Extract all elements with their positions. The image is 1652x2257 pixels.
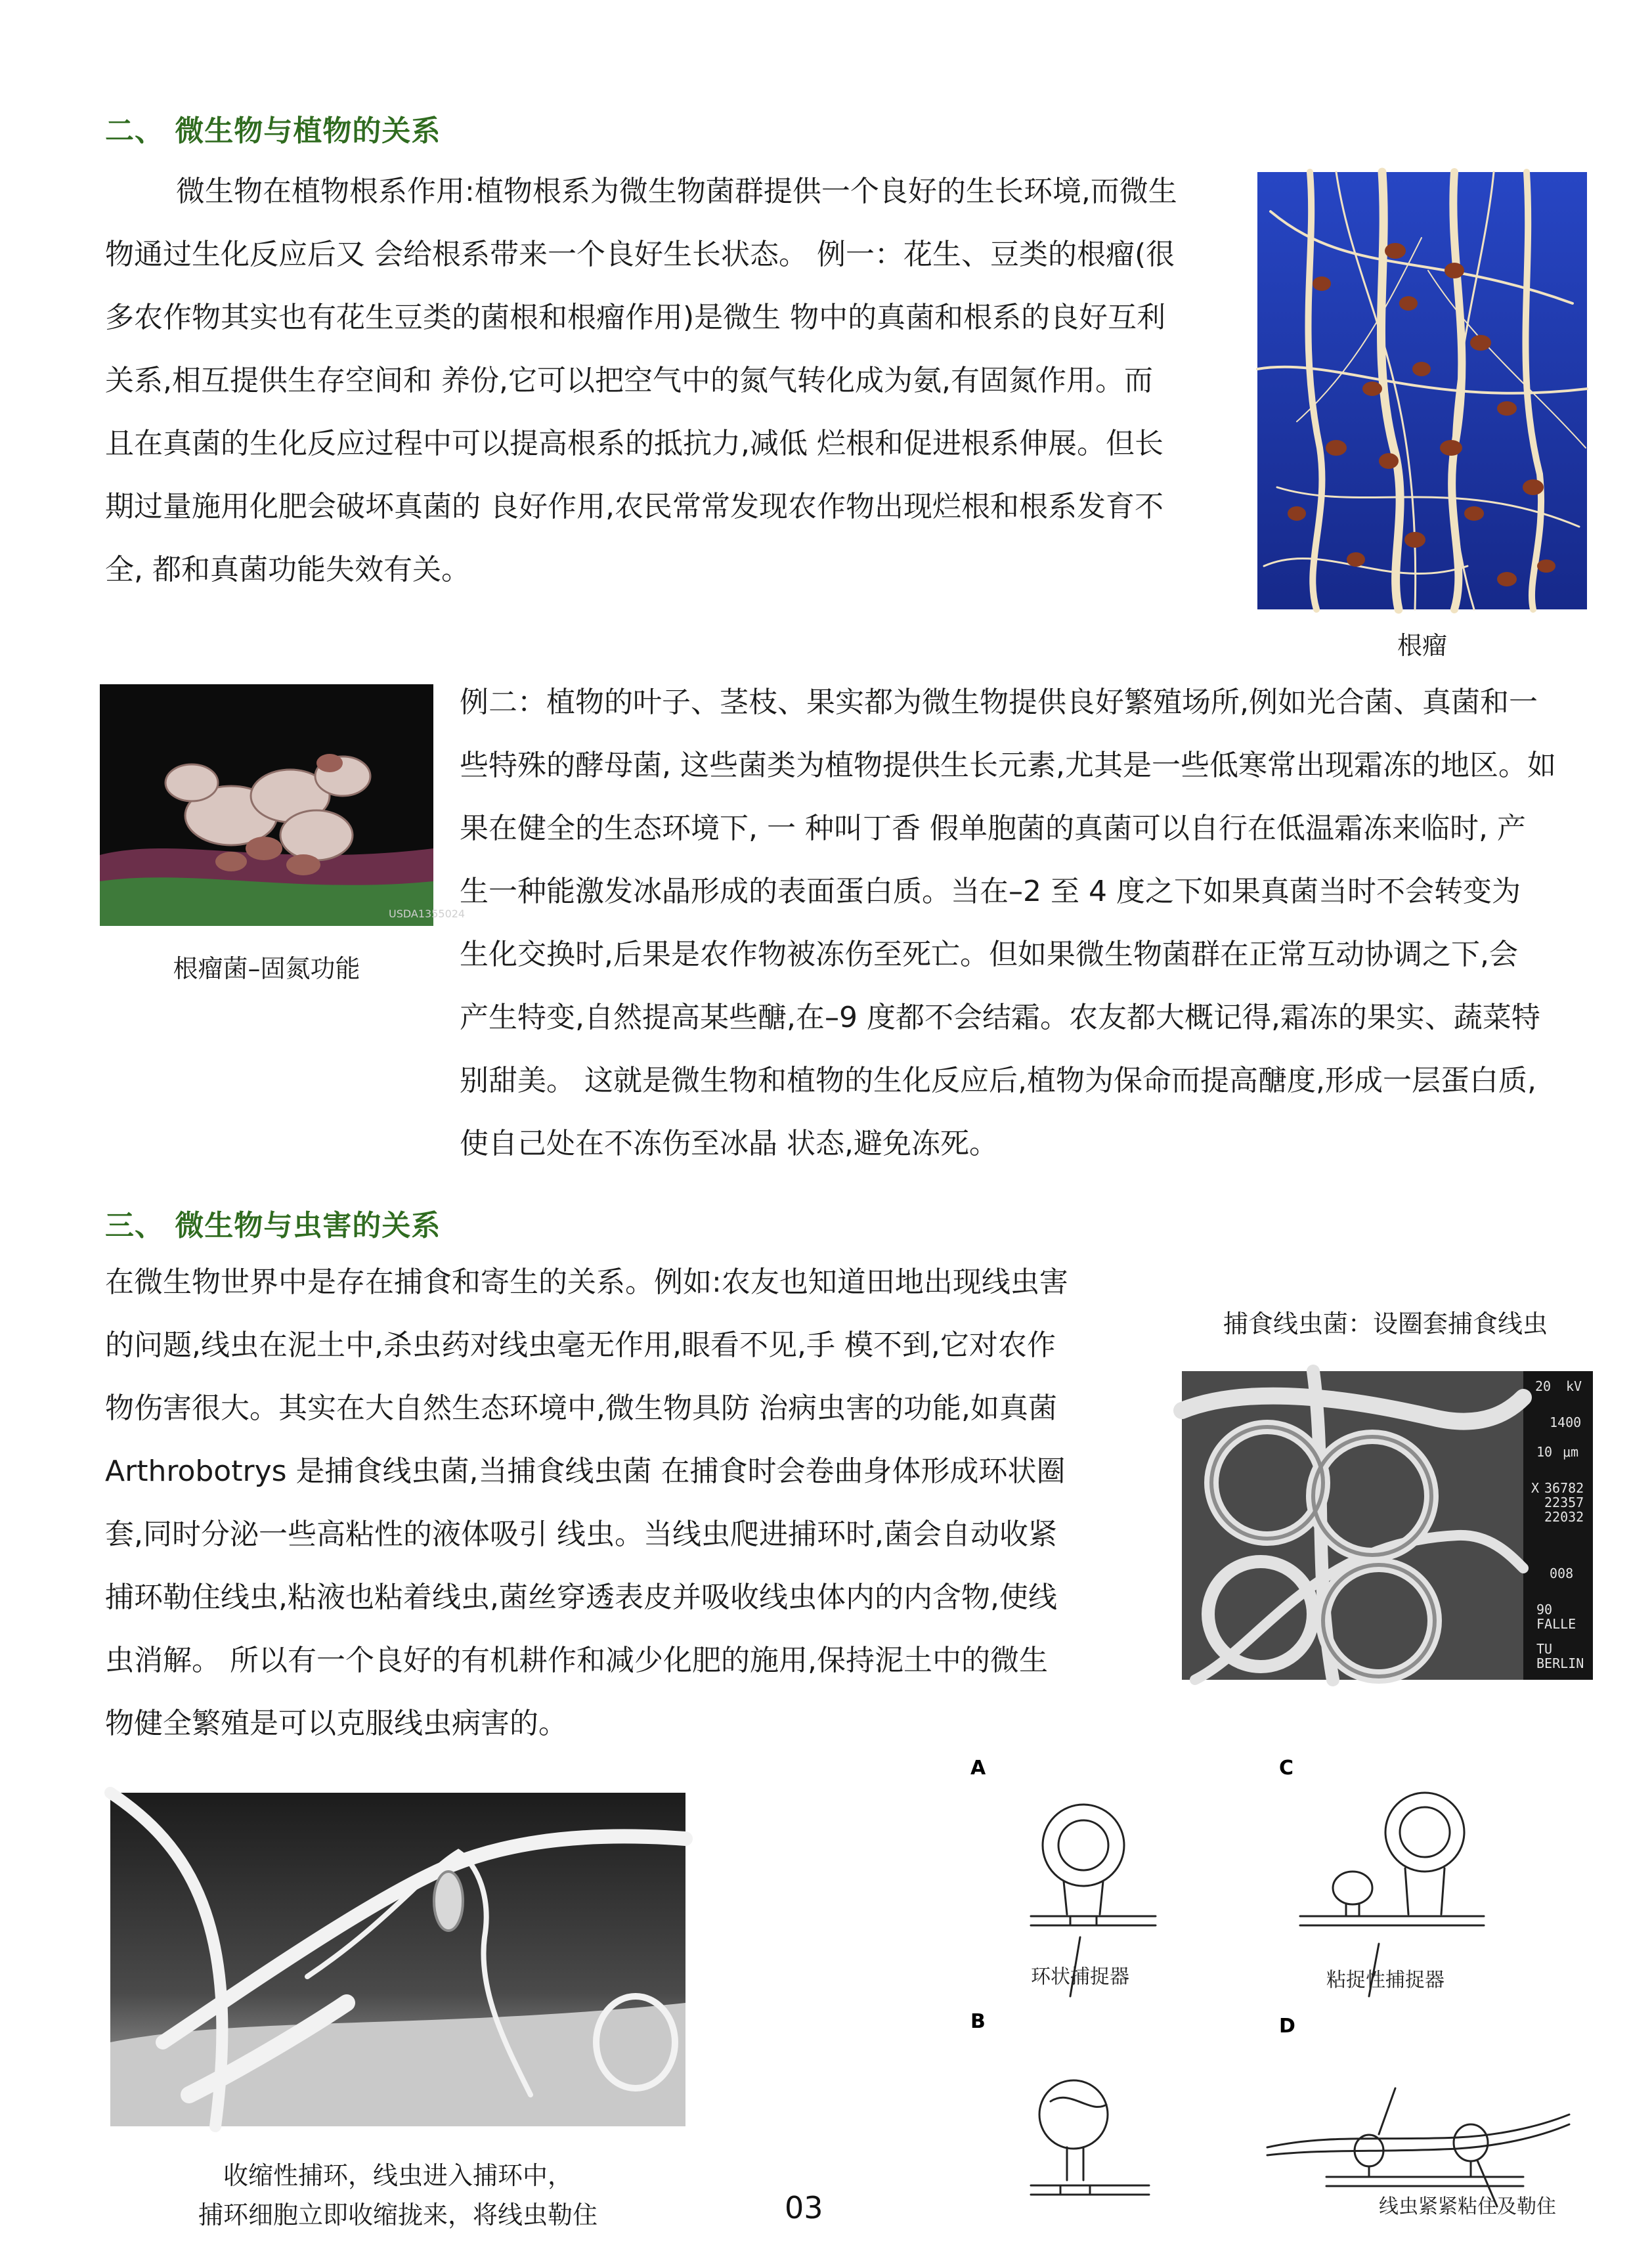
section2-paragraph2 <box>460 671 1628 1175</box>
constricting-ring-caption-line1: 收缩性捕环，线虫进入捕环中， <box>223 2161 573 2190</box>
page-number: 03 <box>785 2190 823 2225</box>
sem-label: BERLIN <box>1536 1655 1584 1671</box>
root-nodule-caption: 根瘤 <box>1397 631 1447 660</box>
text-line: 捕环勒住线虫,粘液也粘着线虫,菌丝穿透表皮并吸收线虫体内的内含物,使线 <box>105 1581 1057 1614</box>
text-line: 套,同时分泌一些高粘性的液体吸引 线虫。当线虫爬进捕环时,菌会自动收紧 <box>105 1518 1057 1551</box>
text-line: 例二：植物的叶子、茎枝、果实都为微生物提供良好繁殖场所,例如光合菌、真菌和一 <box>460 686 1538 719</box>
sem-label: kV <box>1566 1378 1582 1394</box>
text-line: 使自己处在不冻伤至冰晶 状态,避免冻死。 <box>460 1127 998 1160</box>
text-line: 物伤害很大。其实在大自然生态环境中,微生物具防 治病虫害的功能,如真菌 <box>105 1391 1057 1425</box>
diagram-label-ring: 环状捕捉器 <box>1031 1965 1129 1988</box>
sem-label: 90 <box>1536 1602 1553 1617</box>
trapping-fungus-photo <box>1182 1371 1593 1680</box>
text-line: 些特殊的酵母菌, 这些菌类为植物提供生长元素,尤其是一些低寒常出现霜冻的地区。如 <box>460 749 1556 782</box>
text-line: 微生物在植物根系作用:植物根系为微生物菌群提供一个良好的生长环境,而微生 <box>176 175 1177 208</box>
text-line: 物通过生化反应后又 会给根系带来一个良好生长状态。 例一：花生、豆类的根瘤(很 <box>105 238 1175 271</box>
trap-diagram <box>959 1747 1582 2220</box>
trap-diagram-illustration <box>959 1747 1582 2220</box>
sem-label: X <box>1531 1480 1540 1496</box>
diagram-letter-c: C <box>1279 1757 1294 1780</box>
nodule-bacteria-photo <box>100 684 466 926</box>
text-line: 生一种能激发冰晶形成的表面蛋白质。当在–2 至 4 度之下如果真菌当时不会转变为 <box>460 875 1521 908</box>
sem-label: 36782 <box>1544 1480 1584 1496</box>
photo-watermark: USDA1355024 <box>389 908 466 920</box>
diagram-label-sticky: 粘捉性捕捉器 <box>1326 1969 1445 1992</box>
nodule-bacteria-caption: 根瘤菌–固氮功能 <box>173 954 360 983</box>
text-line: 的问题,线虫在泥土中,杀虫药对线虫毫无作用,眼看不见,手 模不到,它对农作 <box>105 1328 1056 1362</box>
sem-label: μm <box>1563 1444 1579 1460</box>
diagram-letter-b: B <box>970 2010 986 2033</box>
constricting-ring-illustration <box>110 1793 685 2126</box>
sem-label: 1400 <box>1550 1414 1582 1430</box>
trapping-fungus-caption: 捕食线虫菌：设圈套捕食线虫 <box>1223 1309 1548 1338</box>
text-line: 物健全繁殖是可以克服线虫病害的。 <box>105 1707 567 1740</box>
sem-label: 22357 <box>1544 1495 1584 1510</box>
text-line: 在微生物世界中是存在捕食和寄生的关系。例如:农友也知道田地出现线虫害 <box>105 1265 1068 1299</box>
section3-heading: 三、 微生物与虫害的关系 <box>105 1209 441 1242</box>
root-nodule-illustration <box>1257 172 1587 609</box>
sem-label: 008 <box>1550 1566 1574 1581</box>
diagram-letter-a: A <box>970 1757 986 1780</box>
text-line: 果在健全的生态环境下, 一 种叫丁香 假单胞菌的真菌可以自行在低温霜冻来临时, 产 <box>460 812 1526 845</box>
sem-label: FALLE <box>1536 1616 1576 1632</box>
text-line: 产生特变,自然提高某些醣,在–9 度都不会结霜。农友都大概记得,霜冻的果实、蔬菜特 <box>460 1001 1540 1034</box>
root-nodule-photo <box>1257 172 1587 609</box>
diagram-label-nematode: 线虫紧紧粘住及勒住 <box>1379 2195 1556 2218</box>
sem-label: 20 <box>1535 1378 1552 1394</box>
text-line: 虫消解。 所以有一个良好的有机耕作和减少化肥的施用,保持泥土中的微生 <box>105 1644 1048 1677</box>
text-line: 生化交换时,后果是农作物被冻伤至死亡。但如果微生物菌群在正常互动协调之下,会 <box>460 938 1518 971</box>
text-line: Arthrobotrys 是捕食线虫菌,当捕食线虫菌 在捕食时会卷曲身体形成环状圈 <box>105 1455 1066 1488</box>
section3-paragraph <box>105 1251 1156 1755</box>
text-line: 且在真菌的生化反应过程中可以提高根系的抵抗力,减低 烂根和促进根系伸展。但长 <box>105 427 1163 460</box>
sem-label: 22032 <box>1544 1509 1584 1525</box>
trapping-fungus-illustration <box>1182 1371 1593 1680</box>
text-line: 多农作物其实也有花生豆类的菌根和根瘤作用)是微生 物中的真菌和根系的良好互利 <box>105 301 1166 334</box>
diagram-letter-d: D <box>1279 2015 1295 2038</box>
text-line: 期过量施用化肥会破坏真菌的 良好作用,农民常常发现农作物出现烂根和根系发育不 <box>105 490 1163 523</box>
text-line: 关系,相互提供生存空间和 养份,它可以把空气中的氮气转化成为氨,有固氮作用。而 <box>105 364 1153 397</box>
sem-label: 10 <box>1536 1444 1553 1460</box>
text-line: 别甜美。 这就是微生物和植物的生化反应后,植物为保命而提高醣度,形成一层蛋白质, <box>460 1064 1536 1097</box>
section2-paragraph1 <box>105 160 1248 602</box>
nodule-bacteria-illustration <box>100 684 466 926</box>
sem-label: TU <box>1536 1641 1553 1657</box>
constricting-ring-photo <box>110 1793 685 2126</box>
constricting-ring-caption-line2: 捕环细胞立即收缩拢来，将线虫勒住 <box>198 2201 598 2229</box>
section2-heading: 二、 微生物与植物的关系 <box>105 114 441 148</box>
text-line: 全, 都和真菌功能失效有关。 <box>105 553 470 586</box>
